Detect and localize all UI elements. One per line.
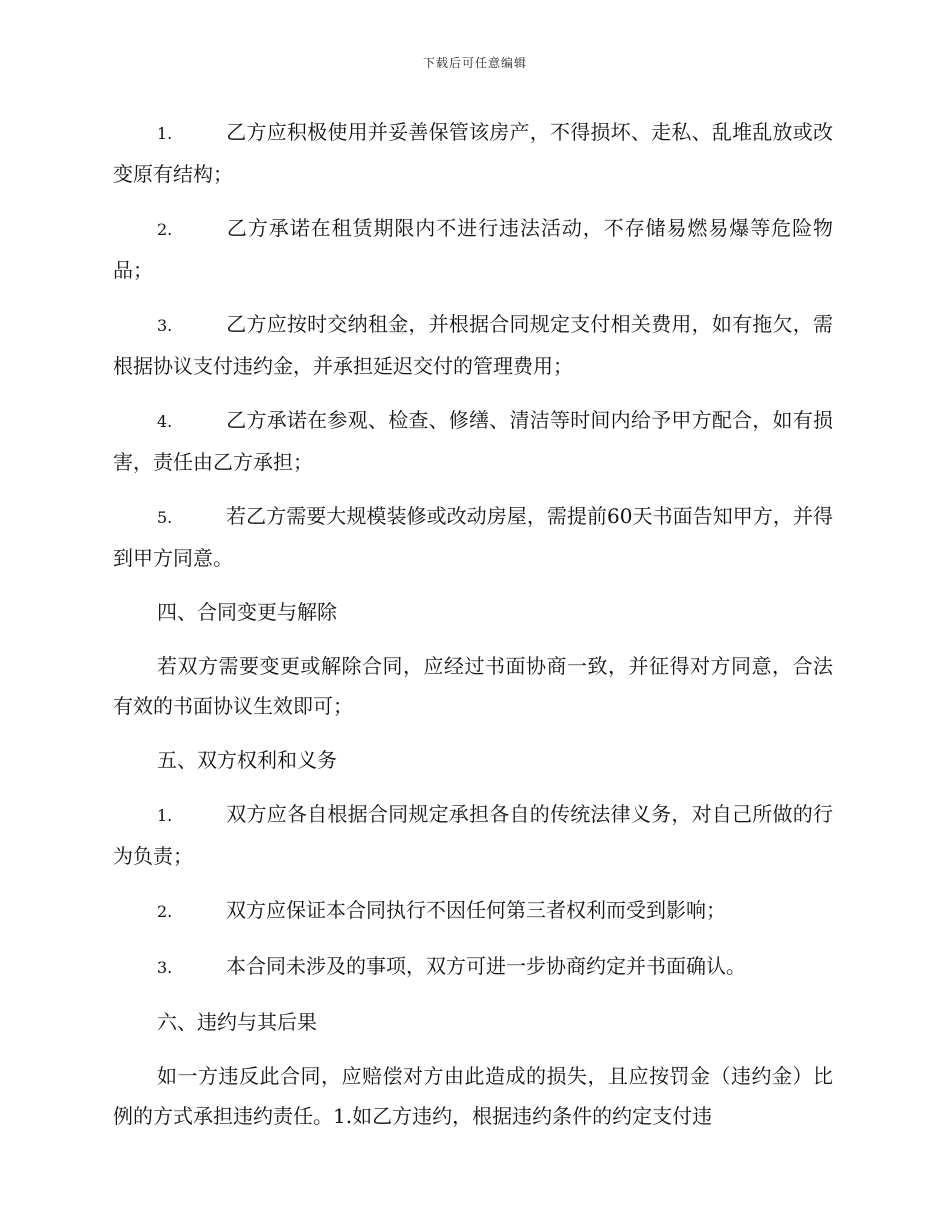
document-body <box>113 112 833 1150</box>
clause-number: 4. <box>157 412 173 431</box>
clause-number: 1. <box>157 124 173 143</box>
section-heading: 五、双方权利和义务 <box>157 748 337 772</box>
section-heading: 六、违约与其后果 <box>157 1010 317 1034</box>
clause-number: 2. <box>157 902 173 921</box>
clause-number: 3. <box>157 316 173 335</box>
body-paragraph: 若双方需要变更或解除合同，应经过书面协商一致，并征得对方同意，合法有效的书面协议生效即可； <box>113 654 833 718</box>
numbered-clause <box>113 890 833 932</box>
clause-text: 乙方承诺在租赁期限内不进行违法活动，不存储易燃易爆等危险物品； <box>113 216 833 282</box>
numbered-clause <box>113 304 833 386</box>
numbered-clause <box>113 946 833 988</box>
clause-text: 若乙方需要大规模装修或改动房屋，需提前60天书面告知甲方，并得到甲方同意。 <box>113 504 833 570</box>
clause-text: 乙方承诺在参观、检查、修缮、清洁等时间内给予甲方配合，如有损害，责任由乙方承担； <box>113 408 833 474</box>
body-paragraph: 如一方违反此合同，应赔偿对方由此造成的损失，且应按罚金（违约金）比例的方式承担违约责任。1.如乙方违约，根据违约条件的约定支付违 <box>113 1064 833 1128</box>
clause-text: 乙方应积极使用并妥善保管该房产，不得损坏、走私、乱堆乱放或改变原有结构； <box>113 120 833 186</box>
numbered-clause <box>113 400 833 482</box>
clause-number: 5. <box>157 508 173 527</box>
numbered-clause <box>113 496 833 578</box>
clause-number: 1. <box>157 806 173 825</box>
section-heading: 四、合同变更与解除 <box>157 600 337 624</box>
numbered-clause <box>113 112 833 194</box>
clause-text: 乙方应按时交纳租金，并根据合同规定支付相关费用，如有拖欠，需根据协议支付违约金，并承担延迟交付的管理费用； <box>113 312 833 378</box>
page-header: 下载后可任意编辑 <box>422 56 527 70</box>
clause-text: 双方应各自根据合同规定承担各自的传统法律义务，对自己所做的行为负责； <box>113 802 833 868</box>
clause-number: 2. <box>157 220 173 239</box>
clause-text: 双方应保证本合同执行不因任何第三者权利而受到影响； <box>226 898 726 922</box>
clause-number: 3. <box>157 958 173 977</box>
numbered-clause <box>113 208 833 290</box>
numbered-clause <box>113 794 833 876</box>
clause-text: 本合同未涉及的事项，双方可进一步协商约定并书面确认。 <box>226 954 746 978</box>
